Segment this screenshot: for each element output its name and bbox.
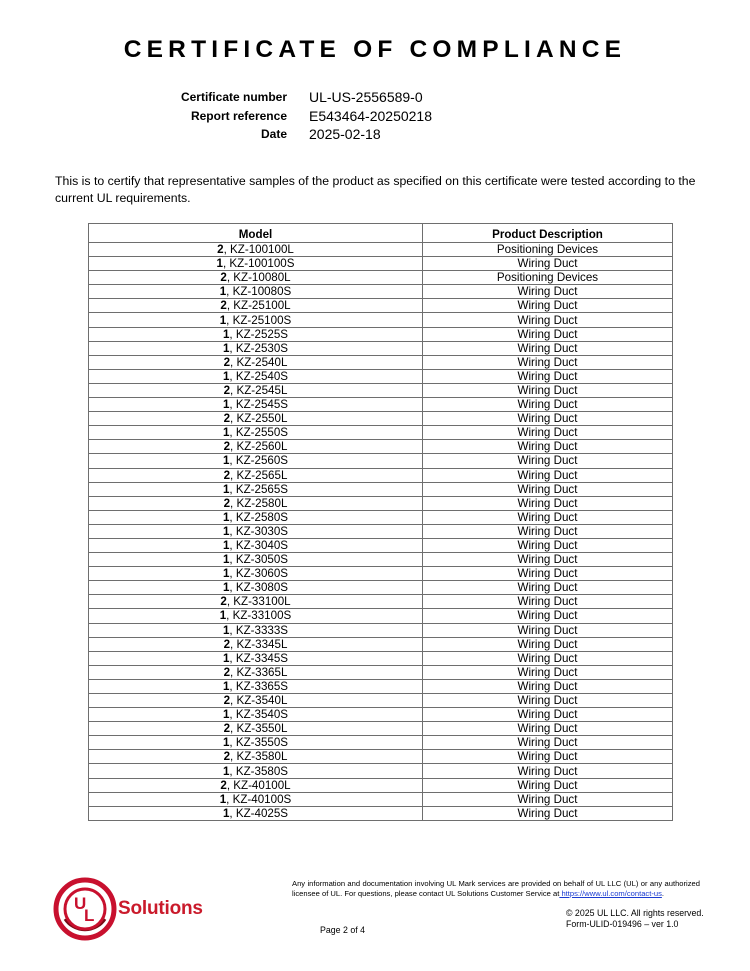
description-cell: Wiring Duct [423,426,673,440]
svg-text:U: U [74,894,87,913]
model-quantity: 1 [222,369,230,383]
model-quantity: 1 [222,708,230,722]
model-cell [89,792,423,806]
model-cell [89,651,423,665]
model-quantity: 1 [222,510,230,524]
description-cell: Wiring Duct [423,313,673,327]
table-row [89,623,673,637]
page-number: Page 2 of 4 [320,925,365,935]
description-cell: Wiring Duct [423,454,673,468]
model-cell [89,440,423,454]
description-cell: Wiring Duct [423,553,673,567]
model-cell [89,355,423,369]
model-quantity: 1 [222,553,230,567]
model-number: , KZ-3365L [230,665,288,679]
model-cell [89,454,423,468]
model-number: , KZ-10080L [226,271,291,285]
model-quantity: 1 [222,581,230,595]
model-number: , KZ-3550L [230,722,288,736]
description-cell: Wiring Duct [423,736,673,750]
model-quantity: 2 [223,440,231,454]
table-row [89,581,673,595]
table-row [89,313,673,327]
model-cell [89,806,423,820]
description-cell: Wiring Duct [423,567,673,581]
model-number: , KZ-3060S [229,567,289,581]
model-cell [89,764,423,778]
table-row [89,327,673,341]
description-cell: Wiring Duct [423,355,673,369]
table-row [89,341,673,355]
description-cell: Wiring Duct [423,778,673,792]
model-quantity: 2 [220,271,227,285]
table-row [89,694,673,708]
table-row [89,426,673,440]
model-quantity: 1 [222,567,230,581]
model-cell [89,496,423,510]
description-cell: Wiring Duct [423,398,673,412]
description-cell: Wiring Duct [423,369,673,383]
description-cell: Wiring Duct [423,708,673,722]
model-number: , KZ-2550L [230,412,288,426]
description-cell: Wiring Duct [423,496,673,510]
description-cell: Wiring Duct [423,609,673,623]
model-number: , KZ-2580S [229,510,289,524]
model-number: , KZ-100100S [222,257,295,271]
copyright-notice: © 2025 UL LLC. All rights reserved. [566,908,704,918]
model-number: , KZ-3540L [230,694,288,708]
meta-row-report-reference [0,107,750,125]
table-row [89,355,673,369]
model-number: , KZ-33100L [226,595,291,609]
model-cell [89,482,423,496]
description-cell: Wiring Duct [423,299,673,313]
table-row [89,271,673,285]
model-quantity: 1 [222,327,230,341]
model-quantity: 1 [222,539,230,553]
svg-text:L: L [84,906,95,925]
table-row [89,496,673,510]
model-number: , KZ-2545L [230,383,288,397]
description-cell: Wiring Duct [423,285,673,299]
form-id: Form-ULID-019496 – ver 1.0 [566,919,679,929]
model-quantity: 2 [223,722,231,736]
description-cell: Wiring Duct [423,257,673,271]
model-number: , KZ-2540L [230,355,288,369]
model-cell [89,426,423,440]
description-cell: Wiring Duct [423,637,673,651]
description-cell: Wiring Duct [423,623,673,637]
model-quantity: 2 [223,496,231,510]
table-row [89,440,673,454]
model-cell [89,524,423,538]
table-row [89,806,673,820]
description-cell: Wiring Duct [423,510,673,524]
description-cell: Wiring Duct [423,412,673,426]
model-number: , KZ-3365S [229,679,289,693]
table-row [89,243,673,257]
column-header-description: Product Description [423,224,673,243]
table-row [89,299,673,313]
description-cell: Wiring Duct [423,665,673,679]
model-number: , KZ-2565S [229,482,289,496]
table-row [89,665,673,679]
model-quantity: 1 [222,482,230,496]
model-cell [89,736,423,750]
model-quantity: 1 [222,524,230,538]
model-cell [89,665,423,679]
table-row [89,369,673,383]
model-quantity: 2 [223,694,231,708]
model-cell [89,243,423,257]
logo-wordmark: Solutions [118,898,203,919]
description-cell: Wiring Duct [423,694,673,708]
description-cell: Wiring Duct [423,651,673,665]
description-cell: Positioning Devices [423,271,673,285]
model-cell [89,412,423,426]
meta-label: Report reference [190,109,287,123]
model-cell [89,778,423,792]
model-quantity: 2 [220,595,227,609]
model-quantity: 1 [222,736,230,750]
description-cell: Wiring Duct [423,327,673,341]
model-number: , KZ-3050S [229,553,289,567]
disclaimer-end: . [661,888,665,898]
model-quantity: 1 [222,454,230,468]
model-cell [89,750,423,764]
model-cell [89,398,423,412]
model-cell [89,285,423,299]
table-row [89,468,673,482]
description-cell: Wiring Duct [423,524,673,538]
model-cell [89,553,423,567]
description-cell: Wiring Duct [423,538,673,552]
model-cell [89,694,423,708]
model-number: , KZ-2550S [229,426,289,440]
description-cell: Wiring Duct [423,750,673,764]
model-number: , KZ-3580S [229,764,289,778]
table-row [89,708,673,722]
model-number: , KZ-2565L [230,468,288,482]
model-number: , KZ-3333S [229,623,289,637]
model-number: , KZ-40100S [226,792,292,806]
model-cell [89,369,423,383]
model-number: , KZ-100100L [223,243,294,257]
disclaimer-text: Any information and documentation involving UL Mark services are provided on behalf of UL LLC (UL) or any authorized licensee of UL. For questions, please contact UL Solutions Customer Service at [292,879,700,898]
model-number: , KZ-3080S [229,581,289,595]
model-quantity: 1 [219,313,227,327]
table-row [89,609,673,623]
meta-label: Certificate number [180,90,287,104]
table-row [89,553,673,567]
model-number: , KZ-2525S [229,327,289,341]
table-row [89,285,673,299]
model-cell [89,257,423,271]
table-row [89,567,673,581]
model-cell [89,271,423,285]
model-cell [89,708,423,722]
model-number: , KZ-3540S [229,708,289,722]
model-quantity: 1 [216,257,223,271]
model-quantity: 1 [222,341,230,355]
table-row [89,778,673,792]
model-quantity: 1 [222,806,230,820]
model-cell [89,637,423,651]
model-cell [89,341,423,355]
model-quantity: 2 [223,355,231,369]
table-row [89,412,673,426]
description-cell: Wiring Duct [423,764,673,778]
description-cell: Wiring Duct [423,581,673,595]
model-quantity: 2 [223,383,231,397]
model-number: , KZ-2580L [230,496,288,510]
model-number: , KZ-3040S [229,539,289,553]
table-row [89,482,673,496]
description-cell: Wiring Duct [423,679,673,693]
model-cell [89,383,423,397]
description-cell: Wiring Duct [423,383,673,397]
description-cell: Wiring Duct [423,595,673,609]
model-quantity: 2 [223,468,231,482]
model-table-body [89,243,673,821]
model-number: , KZ-3345L [230,637,288,651]
ul-solutions-logo-icon [53,877,117,941]
description-cell: Wiring Duct [423,468,673,482]
model-number: , KZ-25100L [226,299,291,313]
table-row [89,595,673,609]
model-quantity: 1 [219,792,227,806]
model-quantity: 1 [222,398,230,412]
model-cell [89,623,423,637]
meta-row-certificate-number [0,88,750,106]
model-cell [89,468,423,482]
model-number: , KZ-10080S [226,285,292,299]
model-quantity: 1 [219,609,227,623]
table-row [89,637,673,651]
model-number: , KZ-4025S [229,806,289,820]
model-number: , KZ-3345S [229,651,289,665]
column-header-model: Model [89,224,423,243]
model-quantity: 2 [220,778,227,792]
model-quantity: 1 [222,679,230,693]
model-quantity: 2 [223,750,231,764]
model-quantity: 1 [222,764,230,778]
model-cell [89,679,423,693]
model-number: , KZ-2540S [229,369,289,383]
description-cell: Wiring Duct [423,722,673,736]
model-cell [89,567,423,581]
model-number: , KZ-2530S [229,341,289,355]
model-table [88,223,673,821]
table-row [89,257,673,271]
model-quantity: 1 [222,623,230,637]
table-row [89,722,673,736]
model-cell [89,538,423,552]
model-cell [89,313,423,327]
model-cell [89,722,423,736]
table-row [89,524,673,538]
meta-label: Date [260,127,287,141]
model-cell [89,510,423,524]
table-row [89,764,673,778]
certification-statement: This is to certify that representative samples of the product as specified on this certificate were tested according to the current UL requirements. [55,174,696,205]
model-quantity: 2 [223,637,231,651]
model-quantity: 1 [219,285,227,299]
model-number: , KZ-3550S [229,736,289,750]
footer-disclaimer [292,879,700,898]
description-cell: Wiring Duct [423,341,673,355]
report-reference: E543464-20250218 [309,108,433,124]
model-cell [89,581,423,595]
table-row [89,792,673,806]
model-cell [89,299,423,313]
table-row [89,538,673,552]
model-number: , KZ-2560S [229,454,289,468]
description-cell: Wiring Duct [423,482,673,496]
meta-row-date [0,125,750,143]
table-row [89,454,673,468]
model-number: , KZ-2560L [230,440,288,454]
certificate-number: UL-US-2556589-0 [309,89,423,105]
description-cell: Wiring Duct [423,440,673,454]
model-cell [89,609,423,623]
model-number: , KZ-25100S [226,313,292,327]
model-cell [89,327,423,341]
table-row [89,651,673,665]
model-quantity: 2 [223,665,231,679]
model-quantity: 1 [222,426,230,440]
description-cell: Positioning Devices [423,243,673,257]
table-row [89,750,673,764]
table-row [89,736,673,750]
model-number: , KZ-2545S [229,398,289,412]
model-quantity: 2 [220,299,227,313]
model-cell [89,595,423,609]
certificate-date: 2025-02-18 [309,126,381,142]
table-row [89,679,673,693]
table-header-row [89,224,673,243]
model-quantity: 2 [223,412,231,426]
model-quantity: 1 [222,651,230,665]
model-quantity: 2 [217,243,224,257]
model-number: , KZ-40100L [226,778,291,792]
model-number: , KZ-3580L [230,750,288,764]
document-title: CERTIFICATE OF COMPLIANCE [123,36,627,63]
contact-us-link[interactable]: https://www.ul.com/contact-us [559,888,662,898]
table-row [89,510,673,524]
model-number: , KZ-3030S [229,524,289,538]
table-row [89,383,673,397]
table-row [89,398,673,412]
description-cell: Wiring Duct [423,792,673,806]
model-number: , KZ-33100S [226,609,292,623]
description-cell: Wiring Duct [423,806,673,820]
